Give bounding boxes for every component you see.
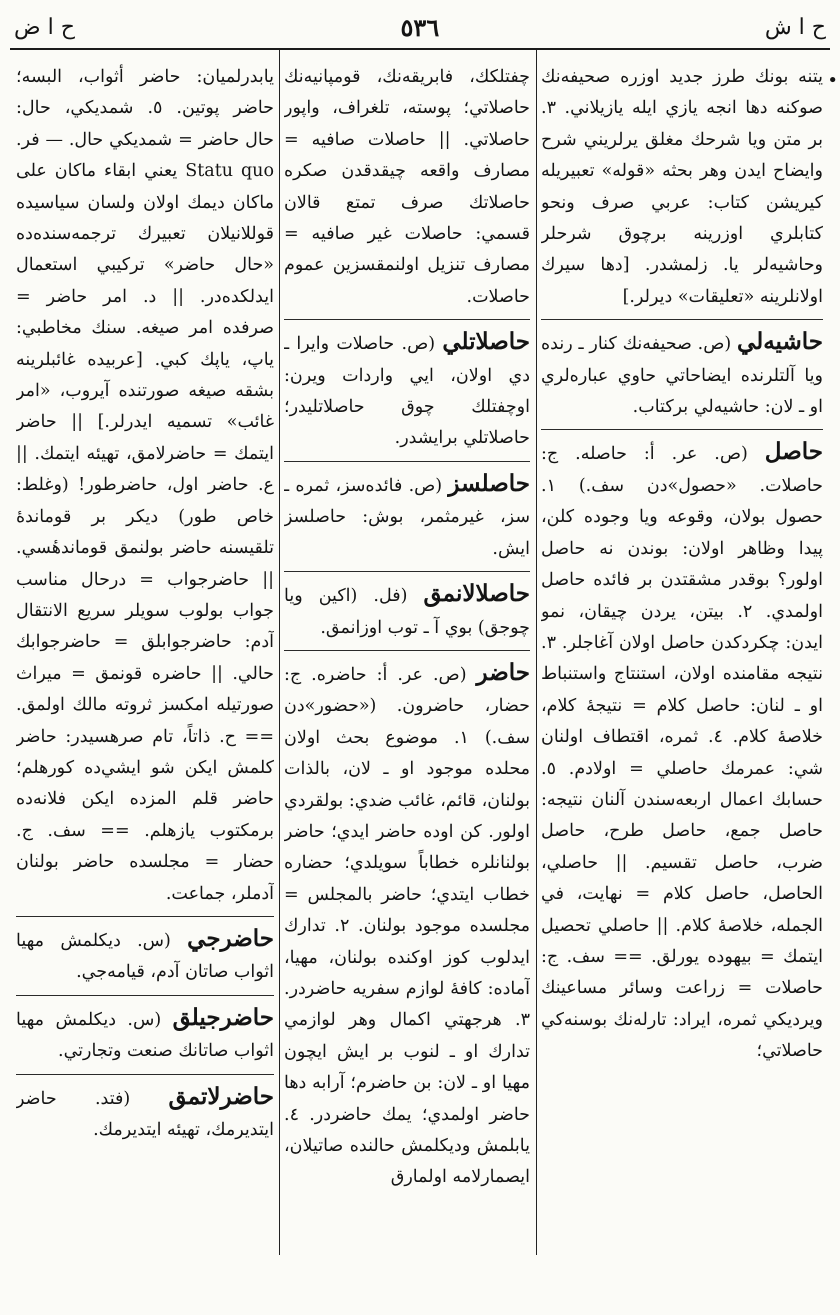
headword: حاضرجيلق <box>172 1003 274 1031</box>
entry-text: يتنه بونك طرز جديد اوزره صحيفه‌نك صوكنه دها انجه يازي ايله يازيلاني. ٣. بر متن ويا شرحك مغلق يرلريني شرح وايضاح ايدن وهر بحثه «قوله» تعبيريله كيريشن كتاب: عربي صرف ونحو كتابلري اوزرينه برچوق شرحلر وحاشيه‌لر يا. زلمشدر. [دها سيرك اولانلرينه «تعليقات» ديرلر.] <box>541 67 823 307</box>
dictionary-entry <box>284 578 530 644</box>
dictionary-entry <box>284 62 530 313</box>
dictionary-entry <box>16 62 274 910</box>
dictionary-entry <box>16 1081 274 1147</box>
left-guide-word: ح ا ض <box>14 14 75 40</box>
headword: حاضرلاتمق <box>168 1082 274 1110</box>
entry-text: (س. ديكلمش مهيا اثواب صاتانك صنعت وتجارتي. <box>16 1009 274 1062</box>
entry-text: (ص. حاصلات وايرا ـ دي اولان، ايي واردات ويرن: اوچفتلك چوق حاصلاتليدر؛ حاصلاتلي برايشدر. <box>284 334 530 449</box>
entry-text: (فل. (اكين ويا چوجق) بوي آ ـ توب اوزانمق. <box>284 586 530 638</box>
entry-text: (ص. فائده‌سز، ثمره ـ سز، غيرمثمر، بوش: حاصلسز ايش. <box>284 475 530 559</box>
column-middle <box>284 62 530 1275</box>
entry-divider <box>16 916 274 917</box>
dictionary-entry <box>541 326 823 423</box>
entry-divider <box>284 571 530 572</box>
dictionary-entry <box>284 468 530 565</box>
dictionary-entry <box>16 1002 274 1068</box>
dictionary-entry <box>16 923 274 989</box>
dictionary-entry <box>541 62 823 313</box>
column-divider-left <box>279 50 280 1255</box>
entry-text: يابدرلميان: حاضر أثواب، البسه؛ حاضر پوتين. ٥. شمديكي، حال: حال حاضر = شمديكي حال. — فر. Statu quo يعني ابقاء ماكان على ماكان ديمك اولان ولسان سياسيده قوللانيلان تعبيرك ترجمه‌سنده‌ده «حال حاضر» تركيبي استعمال ايدلكده‌در. || د. امر حاضر = صرفده امر صيغه. سنك مخاطبي: ياپ، ياپك كبي. [عربيده غائبلرينه بشقه صيغه صورتنده آيروب، «امر غائب» تسميه ايدرلر.] || حاضر ايتمك = حاضرلامق، تهيئه ايتمك. || ع. حاضر اول، حاضرطور! (وغلط: خاص طور) ديكر بر قوماندهٔ تلقيسنه حاضر بولنمق قوماندهٔسي. || حاضرجواب = درحال مناسب جواب بولوب سويلر سريع الانتقال آدم: حاضرجوابلق = حاضرجوابك حالي. || حاضره قونمق = ميراث صورتيله امكسز ثروته مالك اولمق. == ح. ذاتاً، تام صرهسيدر: حاضر كلمش ايكن شو ايشي‌ده كورهلم؛ حاضر قلم المزده ايكن فلانه‌ده برمكتوب يازهلم. == سف. ج. حضار = مجلسده حاضر بولنان آدملر، جماعت. <box>16 67 274 904</box>
entry-divider <box>284 319 530 320</box>
headword: حاشيه‌لي <box>737 328 823 356</box>
entry-divider <box>16 1074 274 1075</box>
entry-divider <box>284 461 530 462</box>
dictionary-entry <box>284 326 530 455</box>
right-guide-word: ح ا ش <box>764 14 826 40</box>
entry-text: (س. ديكلمش مهيا اثواب صاتان آدم، قيامه‌جي. <box>16 930 274 983</box>
column-left <box>16 62 274 1275</box>
header-rule <box>10 48 830 50</box>
headword: حاضر <box>476 658 530 686</box>
entry-divider <box>284 650 530 651</box>
margin-mark: • <box>827 70 838 91</box>
column-divider-right <box>536 50 537 1255</box>
dictionary-entry <box>284 657 530 1194</box>
dictionary-entry <box>541 436 823 1067</box>
headword: حاصلالانمق <box>423 580 530 608</box>
entry-divider <box>16 995 274 996</box>
entry-divider <box>541 319 823 320</box>
page-number: ٥٣٦ <box>400 12 440 42</box>
entry-divider <box>541 429 823 430</box>
headword: حاصلاتلي <box>442 328 530 356</box>
headword: حاضرجي <box>187 924 274 952</box>
headword: حاصلسز <box>448 469 530 497</box>
entry-text: (ص. صحيفه‌نك كنار ـ رنده ويا آلتلرنده ايضاحاتي حاوي عباره‌لري او ـ لان: حاشيه‌لي بركتاب. <box>541 334 823 418</box>
entry-text: (ص. عر. أ: حاضره. ج: حضار، حاضرون. («حضور»دن سف.) ١. موضوع بحث اولان محلده موجود او ـ لان، بالذات بولنان، قائم، غائب ضدي: بولقردي اولور. كن اوده حاضر ايدي؛ حاضر بولنانلره خطاباً سويلدي؛ حضاره خطاب ايتدي؛ حاضر بالمجلس = مجلسده موجود بولنان. ٢. تدارك ايدلوب كوز اوكنده بولنان، مهيا، آماده: كافهٔ لوازم سفريه حاضردر. ٣. هرجهتي اكمال وهر لوازمي تدارك او ـ لنوب بر ايش ايچون مهيا او ـ لان: بن حاضرم؛ آرابه دها حاضر اولمدي؛ يمك حاضردر. ٤. يابلمش وديكلمش حالنده صاتيلان، ايصمارلامه اولمارق <box>284 664 530 1188</box>
headword: حاصل <box>764 438 823 466</box>
entry-text: (فتد. حاضر ايتديرمك، تهيئه ايتديرمك. <box>16 1088 274 1140</box>
entry-text: (ص. عر. أ: حاصله. ج: حاصلات. «حصول»دن سف.) ١. حصول بولان، وقوعه ويا وجوده كلن، پيدا وظاهر اولان: بوندن نه حاصل اولور؟ بوقدر مشقتدن بر فائده حاصل اولمدي. ٢. بيتن، يردن چيقان، نمو ايدن: چكردكدن حاصل اولان آغاجلر. ٣. نتيجه مقامنده اولان، استنتاج واستنباط او ـ لنان: حاصل كلام = نتيجهٔ كلام، خلاصهٔ كلام. ٤. ثمره، اقتطاف اولنان شي: عمرمك حاصلي = اولادم. ٥. حسابك اعمال اربعه‌سندن آلنان نتيجه: حاصل جمع، حاصل طرح، حاصل ضرب، حاصل تقسيم. || حاصلي، الحاصل، حاصل كلام = نهايت، في الجمله، خلاصهٔ كلام. || حاصلي تحصيل ايتمك = بيهوده يورلق. == سف. ج: حاصلات = زراعت وسائر مساعينك ويرديكي ثمره، ايراد: تارله‌نك بوسنه‌كي حاصلاتي؛ <box>541 444 823 1062</box>
entry-text: چفتلكك، فابريقه‌نك، قومپانيه‌نك حاصلاتي؛ پوسته، تلغراف، واپور حاصلاتي. || حاصلات صافيه = مصارف واقعه چيقدقدن صكره حاصلاتك صرف تمتع قالان قسمي: حاصلات غير صافيه = مصارف تنزيل اولنمقسزين عموم حاصلات. <box>284 67 530 307</box>
page-header <box>14 10 826 44</box>
column-right <box>541 62 823 1275</box>
